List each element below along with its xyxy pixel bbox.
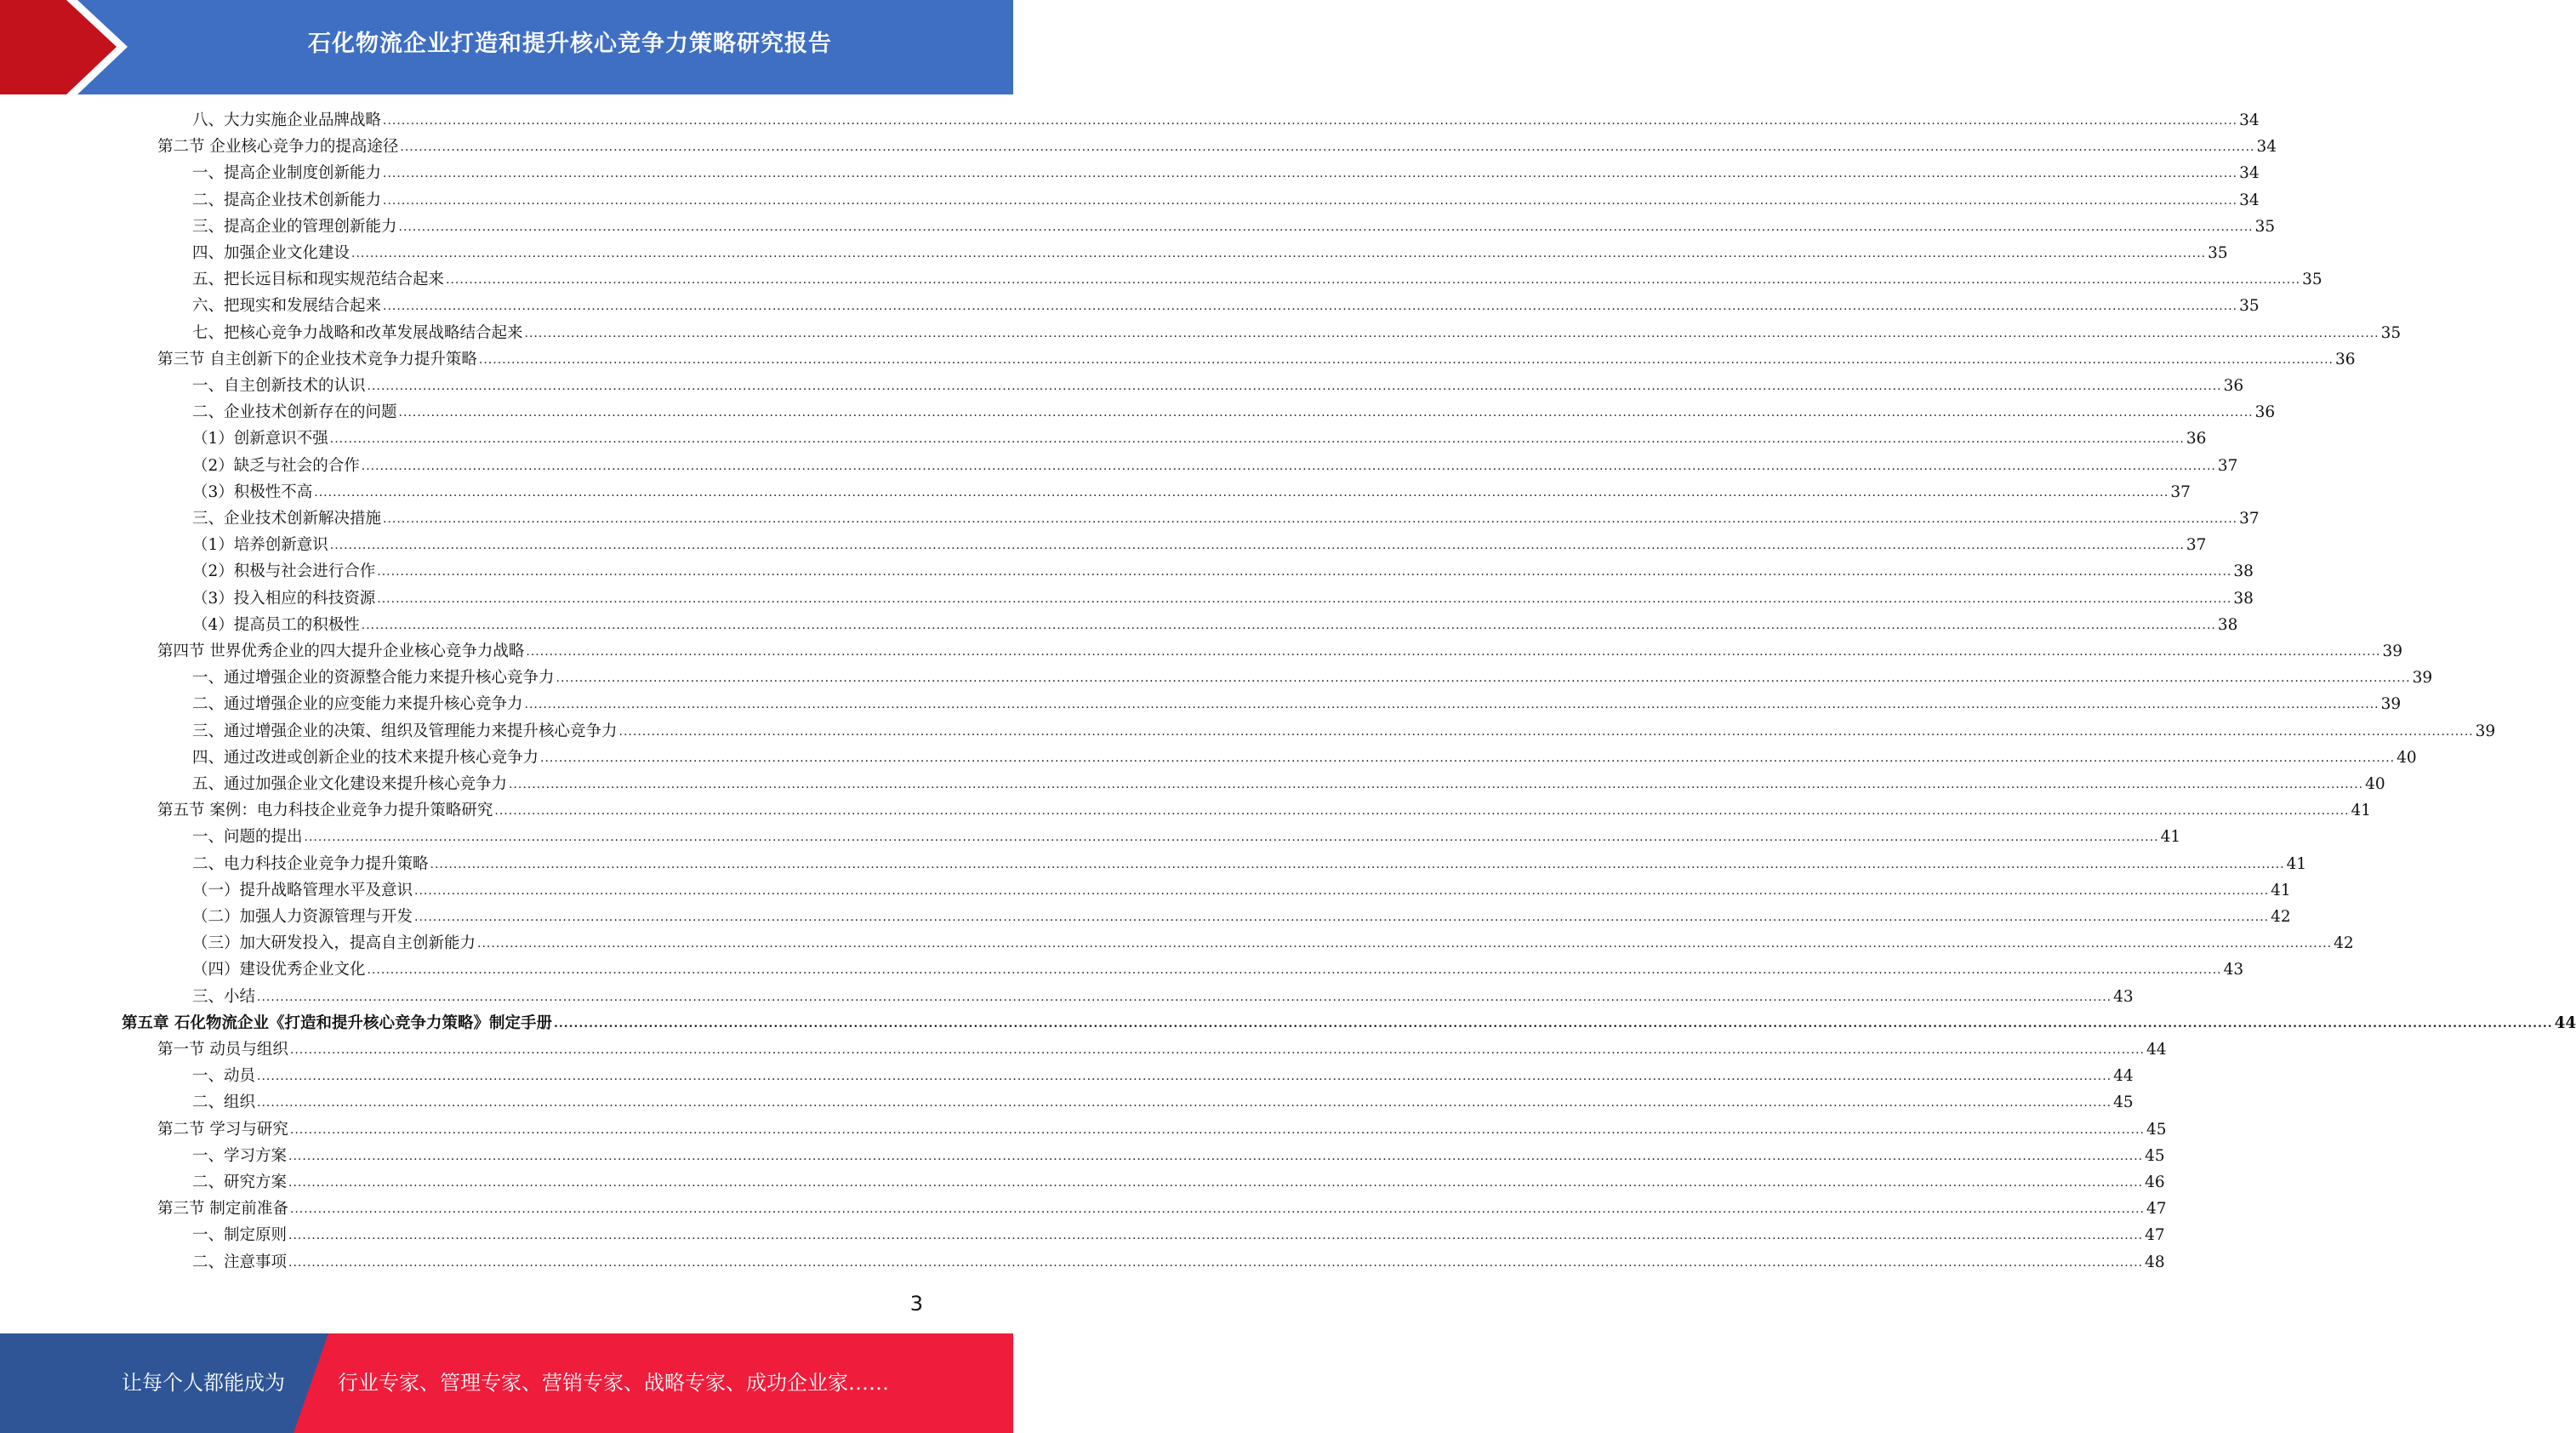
toc-entry[interactable] (192, 214, 2276, 240)
toc-entry-page: 46 (2145, 1173, 2165, 1191)
toc-dot-leader: ................................................................................................................................................................................................................................................................................................................................................................................................................ (618, 724, 2474, 739)
toc-dot-leader: ................................................................................................................................................................................................................................................................................................................................................................................................................ (383, 167, 2238, 181)
toc-dot-leader: ................................................................................................................................................................................................................................................................................................................................................................................................................ (383, 193, 2238, 208)
toc-entry-title: 一、通过增强企业的资源整合能力来提升核心竞争力 (192, 669, 555, 688)
toc-entry-title: 三、小结 (192, 987, 256, 1006)
toc-dot-leader: ................................................................................................................................................................................................................................................................................................................................................................................................................ (478, 352, 2334, 367)
toc-entry-title: 第三节 制定前准备 (157, 1200, 288, 1219)
toc-dot-leader: ................................................................................................................................................................................................................................................................................................................................................................................................................ (414, 911, 2270, 924)
toc-entry-title: （四）建设优秀企业文化 (192, 961, 366, 979)
toc-dot-leader: ................................................................................................................................................................................................................................................................................................................................................................................................................ (289, 1202, 2145, 1217)
toc-entry[interactable] (157, 347, 2356, 373)
toc-entry-title: 第一节 动员与组织 (157, 1041, 288, 1059)
toc-dot-leader: ................................................................................................................................................................................................................................................................................................................................................................................................................ (377, 591, 2232, 606)
toc-dot-leader: ................................................................................................................................................................................................................................................................................................................................................................................................................ (377, 565, 2232, 579)
toc-entry[interactable] (192, 957, 2244, 983)
toc-dot-leader: ................................................................................................................................................................................................................................................................................................................................................................................................................ (553, 1016, 2553, 1031)
toc-entry-title: 一、制定原则 (192, 1226, 288, 1245)
toc-entry[interactable] (192, 613, 2238, 638)
toc-dot-leader: ................................................................................................................................................................................................................................................................................................................................................................................................................ (289, 1122, 2145, 1137)
toc-entry-title: 一、动员 (192, 1067, 256, 1086)
toc-entry-title: 三、企业技术创新解决措施 (192, 510, 382, 528)
toc-entry-title: （二）加强人力资源管理与开发 (192, 908, 413, 926)
toc-entry[interactable] (192, 586, 2254, 612)
toc-entry-page: 43 (2223, 961, 2244, 979)
toc-entry-page: 44 (2554, 1013, 2576, 1032)
toc-entry-title: 四、加强企业文化建设 (192, 244, 350, 262)
toc-entry-title: （4）提高员工的积极性 (192, 615, 360, 634)
toc-entry-page: 47 (2145, 1226, 2165, 1245)
toc-entry-page: 44 (2113, 1067, 2134, 1086)
toc-dot-leader: ................................................................................................................................................................................................................................................................................................................................................................................................................ (361, 618, 2216, 632)
toc-entry-page: 39 (2380, 695, 2402, 714)
toc-entry-page: 34 (2239, 111, 2260, 129)
footer-slogan-right: 行业专家、管理专家、营销专家、战略专家、成功企业家…… (338, 1371, 889, 1395)
toc-entry-title: 二、企业技术创新存在的问题 (192, 403, 397, 422)
toc-dot-leader: ................................................................................................................................................................................................................................................................................................................................................................................................................ (430, 857, 2285, 871)
toc-entry[interactable] (157, 798, 2372, 824)
toc-dot-leader: ................................................................................................................................................................................................................................................................................................................................................................................................................ (314, 485, 2169, 500)
toc-dot-leader: ................................................................................................................................................................................................................................................................................................................................................................................................................ (288, 1229, 2144, 1243)
toc-dot-leader: ................................................................................................................................................................................................................................................................................................................................................................................................................ (288, 1176, 2144, 1190)
toc-entry[interactable] (157, 1117, 2167, 1143)
toc-entry-title: 一、提高企业制度创新能力 (192, 164, 382, 183)
toc-dot-leader: ................................................................................................................................................................................................................................................................................................................................................................................................................ (400, 140, 2255, 155)
toc-entry-page: 42 (2334, 934, 2354, 953)
toc-dot-leader: ................................................................................................................................................................................................................................................................................................................................................................................................................ (257, 1096, 2112, 1110)
toc-entry-title: 六、把现实和发展结合起来 (192, 297, 382, 316)
toc-entry[interactable] (122, 1011, 2576, 1036)
toc-entry[interactable] (157, 639, 2403, 665)
toc-dot-leader: ................................................................................................................................................................................................................................................................................................................................................................................................................ (398, 406, 2254, 420)
toc-entry[interactable] (192, 533, 2207, 558)
toc-entry-title: 第五节 案例：电力科技企业竞争力提升策略研究 (157, 802, 493, 820)
toc-entry-title: 八、大力实施企业品牌战略 (192, 111, 382, 129)
toc-entry[interactable] (192, 772, 2385, 797)
toc-entry[interactable] (192, 294, 2260, 319)
toc-dot-leader: ................................................................................................................................................................................................................................................................................................................................................................................................................ (477, 937, 2333, 951)
toc-entry-page: 45 (2145, 1146, 2165, 1165)
toc-entry[interactable] (192, 506, 2260, 532)
toc-entry-page: 41 (2286, 854, 2307, 873)
toc-entry-page: 36 (2254, 403, 2276, 422)
toc-entry[interactable] (192, 985, 2134, 1010)
toc-entry[interactable] (192, 267, 2322, 293)
toc-entry-page: 35 (2254, 217, 2276, 236)
report-title: 石化物流企业打造和提升核心竞争力策略研究报告 (308, 31, 832, 57)
toc-entry[interactable] (192, 878, 2291, 904)
toc-dot-leader: ................................................................................................................................................................................................................................................................................................................................................................................................................ (494, 804, 2350, 819)
toc-entry-title: 一、学习方案 (192, 1146, 288, 1165)
toc-entry-title: （3）积极性不高 (192, 482, 313, 501)
toc-entry[interactable] (192, 400, 2276, 425)
toc-entry-title: 五、通过加强企业文化建设来提升核心竞争力 (192, 775, 508, 793)
page-number: 3 (909, 1292, 923, 1316)
toc-dot-leader: ................................................................................................................................................................................................................................................................................................................................................................................................................ (446, 273, 2301, 288)
toc-dot-leader: ................................................................................................................................................................................................................................................................................................................................................................................................................ (367, 380, 2222, 393)
toc-entry-title: 第三节 自主创新下的企业技术竞争力提升策略 (157, 350, 477, 368)
toc-entry-title: 四、通过改进或创新企业的技术来提升核心竞争力 (192, 748, 539, 767)
toc-dot-leader: ................................................................................................................................................................................................................................................................................................................................................................................................................ (383, 512, 2238, 526)
toc-entry[interactable] (157, 1196, 2167, 1222)
toc-entry-page: 41 (2160, 828, 2181, 847)
toc-entry-page: 35 (2239, 297, 2260, 316)
toc-entry-page: 37 (2217, 456, 2238, 475)
toc-entry[interactable] (192, 931, 2354, 956)
toc-dot-leader: ................................................................................................................................................................................................................................................................................................................................................................................................................ (556, 671, 2411, 686)
toc-dot-leader: ................................................................................................................................................................................................................................................................................................................................................................................................................ (288, 1255, 2144, 1270)
toc-entry-page: 38 (2233, 589, 2254, 608)
toc-entry-title: 一、自主创新技术的认识 (192, 377, 366, 395)
toc-entry-title: （2）缺乏与社会的合作 (192, 456, 360, 475)
toc-entry-title: 三、通过增强企业的决策、组织及管理能力来提升核心竞争力 (192, 722, 618, 740)
toc-entry-page: 39 (2475, 722, 2496, 740)
toc-dot-leader: ................................................................................................................................................................................................................................................................................................................................................................................................................ (526, 645, 2381, 659)
toc-dot-leader: ................................................................................................................................................................................................................................................................................................................................................................................................................ (361, 459, 2216, 473)
toc-dot-leader: ................................................................................................................................................................................................................................................................................................................................................................................................................ (257, 1070, 2112, 1084)
toc-dot-leader: ................................................................................................................................................................................................................................................................................................................................................................................................................ (304, 831, 2159, 845)
toc-entry-page: 40 (2365, 775, 2385, 793)
toc-dot-leader: ................................................................................................................................................................................................................................................................................................................................................................................................................ (367, 963, 2222, 978)
toc-entry[interactable] (192, 745, 2417, 771)
toc-entry-title: 一、问题的提出 (192, 828, 303, 847)
toc-entry-page: 45 (2113, 1093, 2134, 1112)
toc-entry-title: 第二节 学习与研究 (157, 1120, 288, 1139)
toc-entry-page: 43 (2113, 987, 2134, 1006)
toc-entry-page: 40 (2396, 748, 2417, 767)
toc-entry-title: 二、提高企业技术创新能力 (192, 191, 382, 209)
toc-entry-title: 二、通过增强企业的应变能力来提升核心竞争力 (192, 695, 523, 714)
toc-dot-leader: ................................................................................................................................................................................................................................................................................................................................................................................................................ (288, 1149, 2144, 1163)
page-header (0, 0, 1013, 94)
toc-entry[interactable] (192, 321, 2402, 346)
toc-entry-page: 47 (2146, 1200, 2167, 1219)
toc-entry-title: （三）加大研发投入，提高自主创新能力 (192, 934, 476, 953)
header-arrow-decoration (0, 0, 128, 94)
toc-entry-title: 三、提高企业的管理创新能力 (192, 217, 397, 236)
toc-entry[interactable] (192, 108, 2260, 134)
toc-entry-page: 34 (2256, 138, 2277, 157)
toc-dot-leader: ................................................................................................................................................................................................................................................................................................................................................................................................................ (524, 326, 2379, 340)
toc-entry-page: 37 (2186, 536, 2207, 555)
toc-entry-page: 44 (2146, 1041, 2167, 1059)
toc-entry[interactable] (192, 1090, 2134, 1116)
toc-dot-leader: ................................................................................................................................................................................................................................................................................................................................................................................................................ (329, 432, 2185, 447)
toc-entry-page: 35 (2380, 323, 2402, 342)
toc-entry[interactable] (192, 1223, 2165, 1248)
toc-entry[interactable] (192, 374, 2244, 399)
toc-entry-page: 37 (2170, 482, 2191, 501)
toc-entry-title: （2）积极与社会进行合作 (192, 562, 376, 581)
toc-entry[interactable] (192, 1250, 2165, 1276)
toc-entry-page: 36 (2223, 377, 2244, 395)
toc-dot-leader: ................................................................................................................................................................................................................................................................................................................................................................................................................ (329, 539, 2185, 553)
toc-dot-leader: ................................................................................................................................................................................................................................................................................................................................................................................................................ (398, 220, 2254, 234)
toc-entry[interactable] (192, 719, 2496, 745)
toc-entry-page: 39 (2382, 642, 2403, 660)
toc-entry-page: 45 (2146, 1120, 2167, 1139)
toc-dot-leader: ................................................................................................................................................................................................................................................................................................................................................................................................................ (414, 883, 2270, 898)
toc-dot-leader: ................................................................................................................................................................................................................................................................................................................................................................................................................ (289, 1043, 2145, 1057)
toc-entry[interactable] (192, 480, 2191, 505)
toc-entry-page: 39 (2412, 669, 2433, 688)
toc-entry-title: 七、把核心竞争力战略和改革发展战略结合起来 (192, 323, 523, 342)
toc-dot-leader: ................................................................................................................................................................................................................................................................................................................................................................................................................ (383, 300, 2238, 314)
toc-entry-page: 35 (2302, 271, 2322, 289)
toc-entry[interactable] (192, 692, 2402, 717)
toc-entry[interactable] (192, 1170, 2165, 1196)
toc-entry[interactable] (192, 188, 2260, 214)
toc-dot-leader: ................................................................................................................................................................................................................................................................................................................................................................................................................ (257, 990, 2112, 1004)
toc-dot-leader: ................................................................................................................................................................................................................................................................................................................................................................................................................ (524, 698, 2379, 712)
toc-entry[interactable] (192, 665, 2433, 691)
toc-entry-page: 35 (2208, 244, 2228, 262)
toc-entry-title: 二、注意事项 (192, 1253, 288, 1271)
toc-entry-title: 第四节 世界优秀企业的四大提升企业核心竞争力战略 (157, 642, 525, 660)
toc-dot-leader: ................................................................................................................................................................................................................................................................................................................................................................................................................ (509, 778, 2364, 791)
toc-entry-title: 第二节 企业核心竞争力的提高途径 (157, 138, 399, 157)
toc-entry[interactable] (192, 559, 2254, 585)
toc-entry[interactable] (192, 426, 2207, 452)
toc-dot-leader: ................................................................................................................................................................................................................................................................................................................................................................................................................ (351, 247, 2207, 260)
toc-entry-page: 34 (2239, 164, 2260, 183)
toc-entry-title: 二、研究方案 (192, 1173, 288, 1191)
toc-entry-page: 38 (2233, 562, 2254, 581)
toc-entry[interactable] (192, 852, 2307, 877)
toc-entry-title: 五、把长远目标和现实规范结合起来 (192, 271, 445, 289)
toc-entry[interactable] (192, 241, 2228, 266)
toc-entry[interactable] (192, 1064, 2134, 1089)
toc-entry-page: 48 (2145, 1253, 2165, 1271)
toc-entry[interactable] (192, 825, 2181, 850)
toc-entry-title: （1）培养创新意识 (192, 536, 328, 555)
toc-dot-leader: ................................................................................................................................................................................................................................................................................................................................................................................................................ (540, 751, 2396, 765)
toc-entry-title: 二、组织 (192, 1093, 256, 1112)
toc-entry-page: 37 (2239, 510, 2260, 528)
toc-entry[interactable] (192, 1144, 2165, 1169)
toc-entry[interactable] (157, 134, 2277, 160)
toc-entry-page: 36 (2186, 430, 2207, 448)
toc-entry[interactable] (157, 1037, 2167, 1063)
toc-entry[interactable] (192, 161, 2260, 186)
footer-slogan-left: 让每个人都能成为 (122, 1371, 285, 1395)
toc-entry-page: 42 (2271, 908, 2291, 926)
toc-entry-page: 38 (2217, 615, 2238, 634)
toc-dot-leader: ................................................................................................................................................................................................................................................................................................................................................................................................................ (383, 114, 2238, 128)
toc-entry-page: 41 (2271, 881, 2291, 899)
toc-entry-page: 36 (2334, 350, 2356, 368)
toc-entry-title: 二、电力科技企业竞争力提升策略 (192, 854, 429, 873)
toc-entry-title: （1）创新意识不强 (192, 430, 328, 448)
toc-entry-title: （一）提升战略管理水平及意识 (192, 881, 413, 899)
toc-entry-title: （3）投入相应的科技资源 (192, 589, 376, 608)
toc-entry[interactable] (192, 454, 2238, 479)
toc-entry-page: 34 (2239, 191, 2260, 209)
toc-entry[interactable] (192, 905, 2291, 930)
toc-entry-page: 41 (2351, 802, 2372, 820)
toc-entry-title: 第五章 石化物流企业《打造和提升核心竞争力策略》制定手册 (122, 1013, 552, 1032)
page-footer (0, 1333, 1013, 1433)
